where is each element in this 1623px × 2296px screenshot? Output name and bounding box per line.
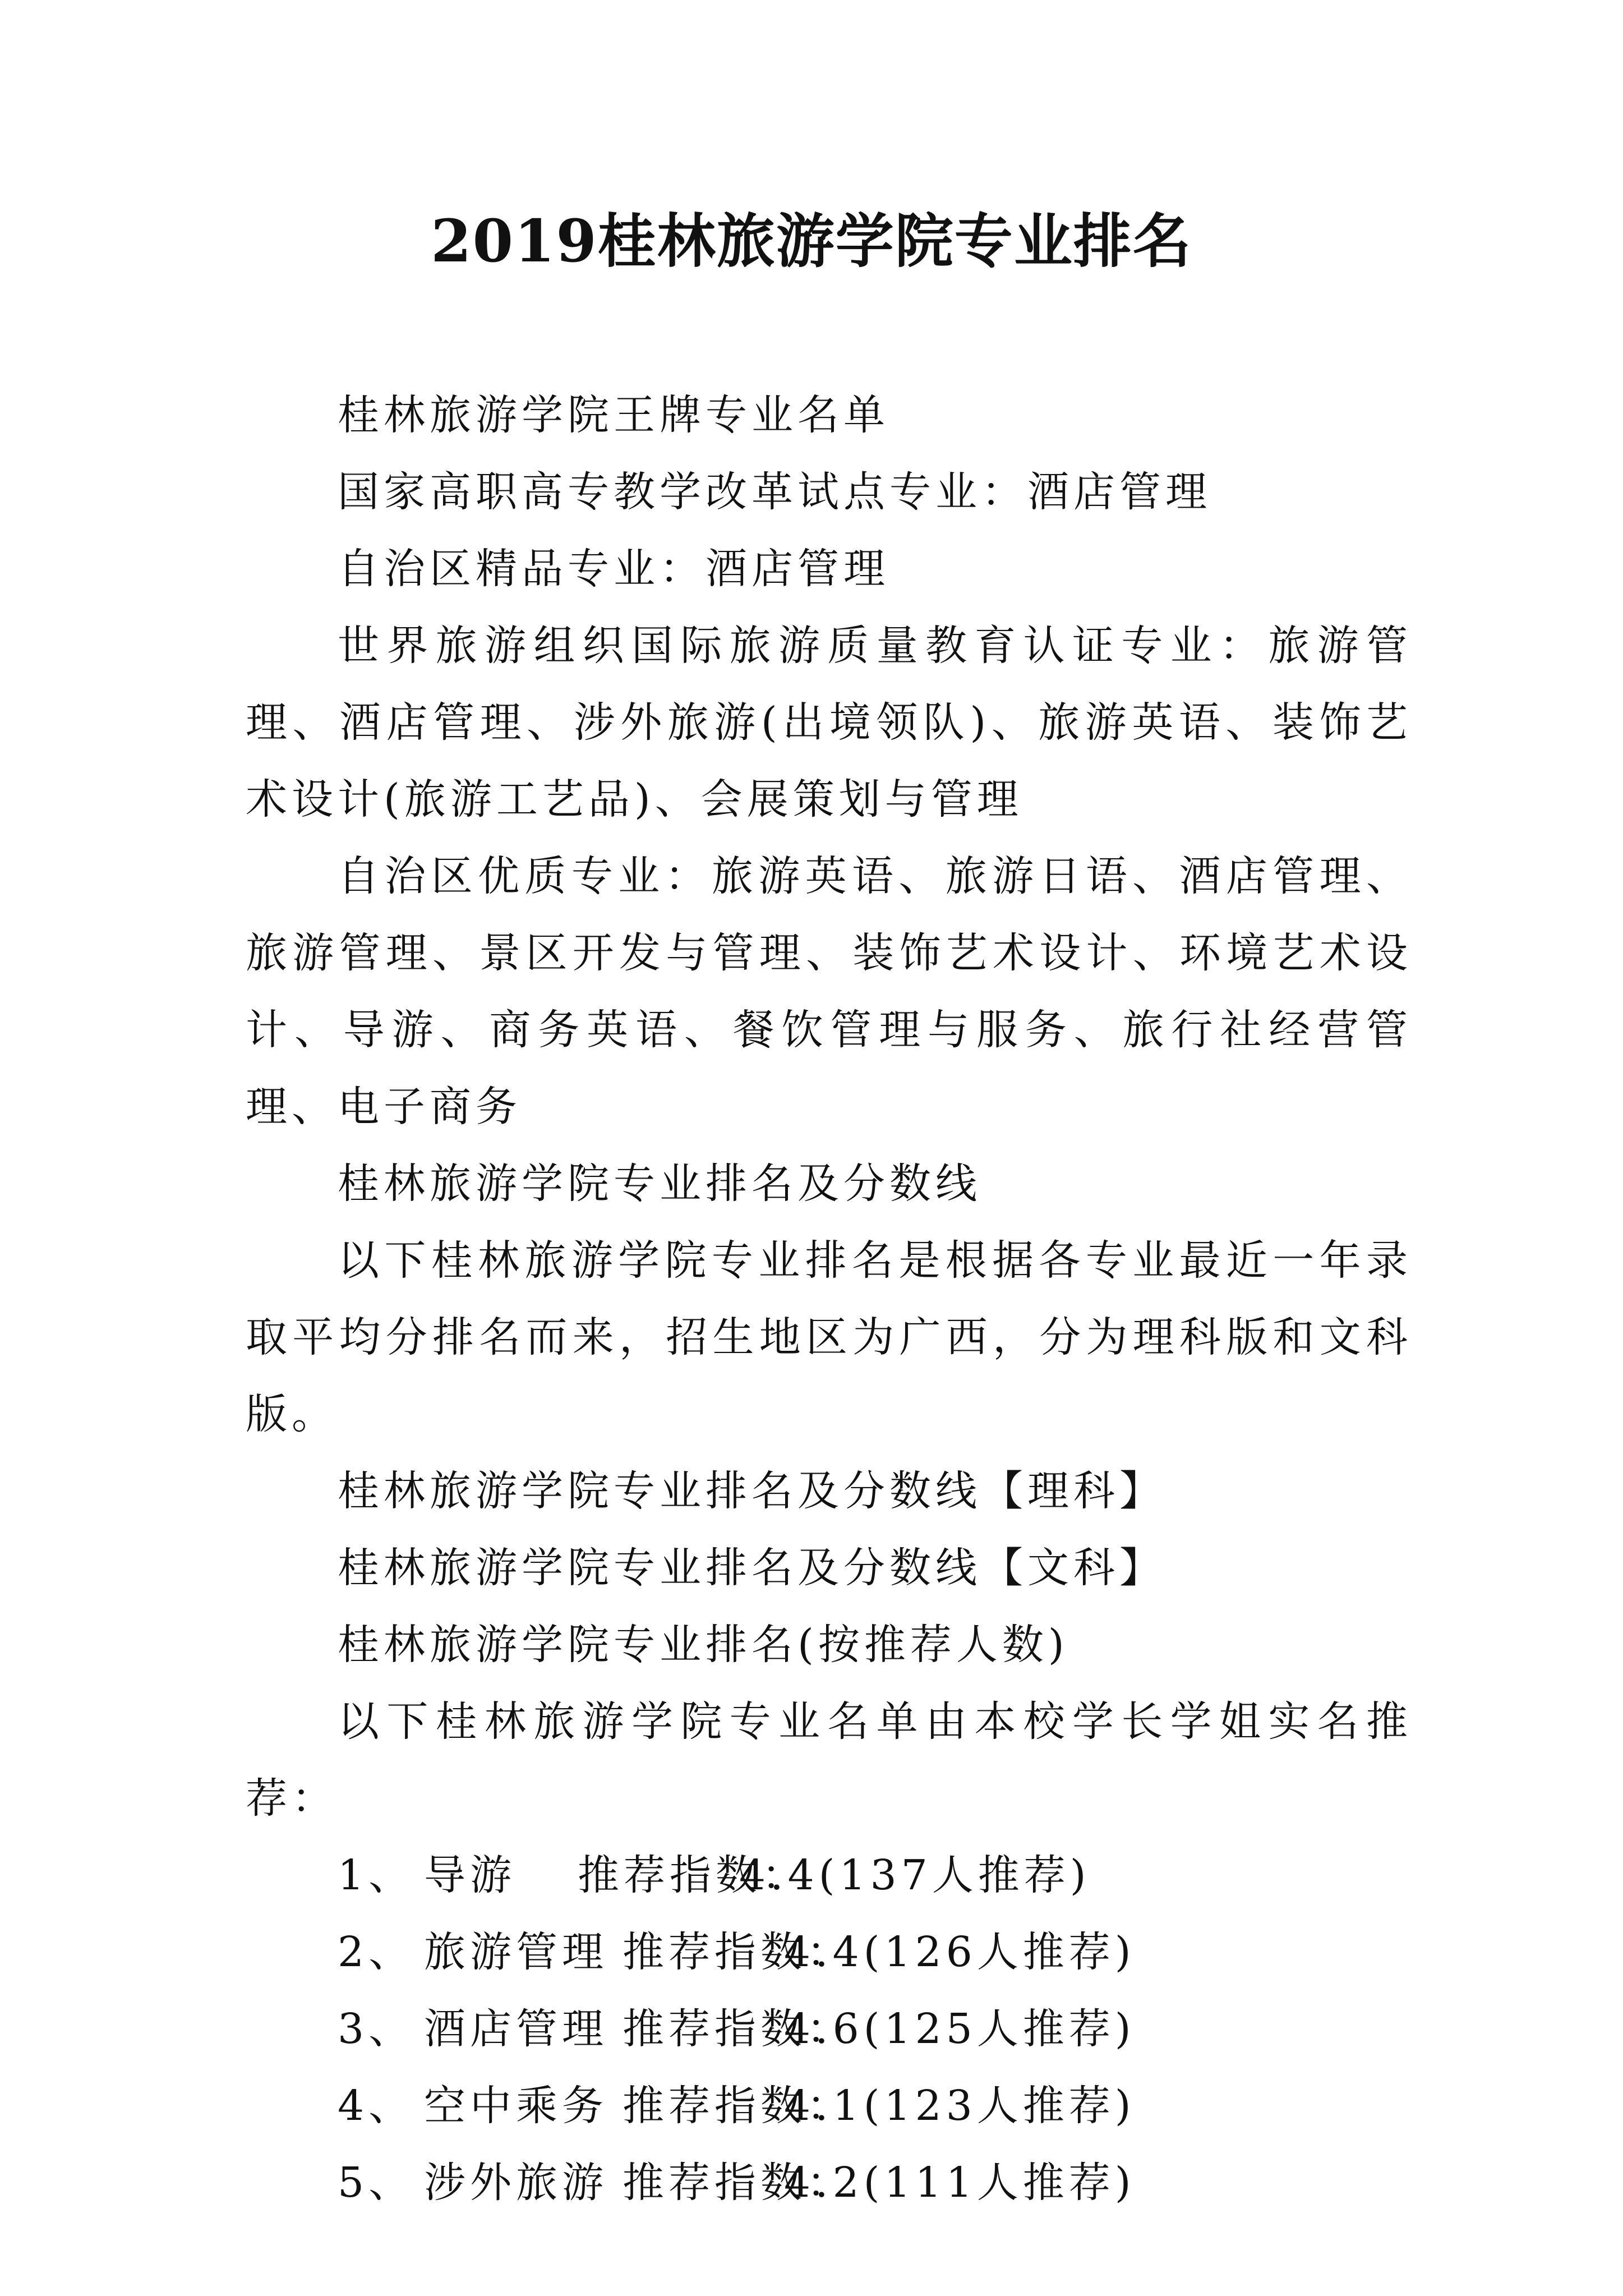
paragraph-regional-quality-major: 自治区精品专业：酒店管理 [338, 545, 889, 593]
list-item-score: 4.6(125人推荐) [784, 2005, 1136, 2053]
page-title: 2019桂林旅游学院专业排名 [431, 206, 1192, 275]
list-item-label: 推荐指数： [623, 2005, 852, 2053]
paragraph-recommendation-intro: 以下桂林旅游学院专业名单由本校学长学姐实名推荐： [246, 1697, 1412, 1823]
list-item-index: 5、 [338, 2159, 415, 2207]
document-body [246, 377, 1412, 2221]
paragraph-unwto-certified-majors: 世界旅游组织国际旅游质量教育认证专业：旅游管理、酒店管理、涉外旅游(出境领队)、旅游英语、装饰艺术设计(旅游工艺品)、会展策划与管理 [246, 622, 1412, 823]
list-item-index: 4、 [338, 2082, 415, 2130]
list-item [246, 1914, 1412, 1991]
list-item-major: 旅游管理 [424, 1928, 608, 1976]
paragraph-flagship-majors-heading: 桂林旅游学院王牌专业名单 [338, 391, 889, 439]
list-item [246, 2068, 1412, 2145]
paragraph-ranking-arts: 桂林旅游学院专业排名及分数线【文科】 [338, 1544, 1165, 1592]
paragraph-national-pilot-major: 国家高职高专教学改革试点专业：酒店管理 [338, 468, 1211, 516]
list-item [246, 1837, 1412, 1914]
list-item-label: 推荐指数： [623, 1928, 852, 1976]
list-item-label: 推荐指数： [623, 2082, 852, 2130]
list-item-score: 4.2(111人推荐) [784, 2159, 1136, 2207]
list-item-major: 酒店管理 [424, 2005, 608, 2053]
list-item-score: 4.4(137人推荐) [739, 1851, 1091, 1899]
list-item-score: 4.1(123人推荐) [784, 2082, 1136, 2130]
list-item-label: 推荐指数： [578, 1851, 808, 1899]
list-item-index: 2、 [338, 1928, 415, 1976]
paragraph-regional-excellent-majors: 自治区优质专业：旅游英语、旅游日语、酒店管理、旅游管理、景区开发与管理、装饰艺术设计、环境艺术设计、导游、商务英语、餐饮管理与服务、旅行社经营管理、电子商务 [246, 852, 1412, 1131]
list-item-major: 导游 [424, 1851, 516, 1899]
paragraph-ranking-scores-heading: 桂林旅游学院专业排名及分数线 [338, 1159, 981, 1208]
paragraph-ranking-by-recommendation: 桂林旅游学院专业排名(按推荐人数) [338, 1621, 1069, 1669]
list-item-index: 3、 [338, 2005, 415, 2053]
list-item-major: 涉外旅游 [424, 2159, 608, 2207]
list-item [246, 1991, 1412, 2068]
paragraph-ranking-science: 桂林旅游学院专业排名及分数线【理科】 [338, 1467, 1165, 1515]
list-item-index: 1、 [338, 1851, 415, 1899]
list-item-score: 4.4(126人推荐) [784, 1928, 1136, 1976]
paragraph-ranking-explanation: 以下桂林旅游学院专业排名是根据各专业最近一年录取平均分排名而来，招生地区为广西，分为理科版和文科版。 [246, 1236, 1412, 1438]
list-item-major: 空中乘务 [424, 2082, 608, 2130]
list-item [246, 2145, 1412, 2221]
list-item-label: 推荐指数： [623, 2159, 852, 2207]
